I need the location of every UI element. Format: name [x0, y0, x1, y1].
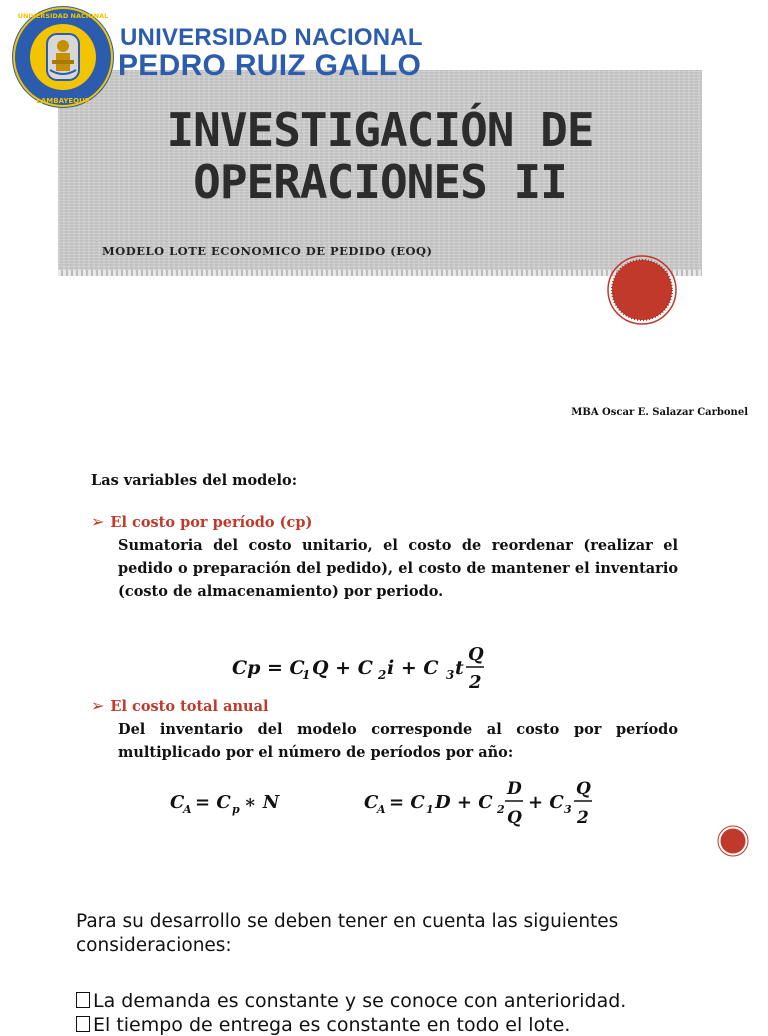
list-item [76, 990, 626, 1012]
university-name-line1: UNIVERSIDAD NACIONAL [120, 24, 423, 51]
svg-text:2: 2 [497, 803, 505, 816]
title-line1: INVESTIGACIÓN DE [166, 103, 594, 157]
svg-text:3: 3 [446, 668, 455, 682]
svg-text:Cp = C: Cp = C [232, 657, 305, 679]
svg-text:2: 2 [469, 672, 482, 692]
formula-annual-cost-full [364, 774, 624, 830]
svg-text:D: D [507, 779, 522, 799]
svg-text:D + C: D + C [435, 792, 493, 813]
list-item-text: El tiempo de entrega es constante en todo el lote. [93, 1014, 571, 1036]
title-line2: OPERACIONES II [193, 155, 567, 209]
svg-text:1: 1 [302, 668, 311, 682]
decorative-circle-icon [717, 825, 749, 857]
title-slide [0, 0, 768, 430]
checkbox-icon [76, 992, 90, 1008]
decorative-circle-icon [606, 254, 678, 326]
checkbox-icon [76, 1016, 90, 1032]
item-description: Sumatoria del costo unitario, el costo de reordenar (realizar el pedido o preparación del pedido), el costo de mantener el inventario (costo de almacenamiento) por periodo. [118, 537, 678, 600]
intro-paragraph: Para su desarrollo se deben tener en cuenta las siguientes consideraciones: [76, 911, 619, 956]
svg-text:C: C [170, 792, 185, 813]
arrow-right-icon: ➢ [91, 512, 105, 531]
university-logo-icon [10, 4, 116, 110]
arrow-right-icon: ➢ [91, 696, 105, 715]
author-credit: MBA Oscar E. Salazar Carbonel [571, 407, 748, 418]
item-title: El costo por período (cp) [110, 514, 313, 531]
list-item-text: La demanda es constante y se conoce con anterioridad. [93, 990, 627, 1012]
svg-text:1: 1 [426, 803, 434, 816]
list-item [76, 1014, 570, 1036]
bullet-item-total-annual-cost [91, 696, 269, 715]
svg-text:Q: Q [507, 808, 522, 828]
slide-subtitle: MODELO LOTE ECONOMICO DE PEDIDO (EOQ) [102, 244, 433, 258]
svg-text:2: 2 [577, 808, 589, 828]
model-variables-slide [0, 440, 768, 880]
svg-text:= C: = C [195, 792, 231, 813]
svg-text:Q: Q [468, 644, 484, 665]
svg-text:Q: Q [576, 779, 591, 799]
section-heading: Las variables del modelo: [91, 472, 298, 489]
svg-text:= C: = C [389, 792, 425, 813]
svg-text:i + C: i + C [387, 657, 439, 679]
svg-text:Q + C: Q + C [312, 657, 373, 679]
bullet-item-cost-per-period [91, 512, 312, 531]
svg-text:LAMBAYEQUE: LAMBAYEQUE [36, 97, 90, 105]
svg-text:2: 2 [378, 668, 387, 682]
formula-cost-per-period [232, 640, 532, 692]
svg-text:A: A [377, 803, 386, 816]
university-name-line2: PEDRO RUIZ GALLO [118, 49, 422, 82]
slide-title [100, 104, 660, 208]
item-title: El costo total anual [110, 698, 269, 715]
svg-text:UNIVERSIDAD NACIONAL: UNIVERSIDAD NACIONAL [17, 12, 109, 20]
svg-text:p: p [232, 803, 240, 816]
svg-text:+ C: + C [528, 792, 564, 813]
svg-text:3: 3 [564, 803, 572, 816]
svg-text:t: t [455, 657, 464, 679]
formula-annual-cost-short [170, 780, 320, 820]
considerations-slide [0, 892, 768, 1036]
svg-text:A: A [183, 803, 192, 816]
svg-text:C: C [364, 792, 379, 813]
item-description: Del inventario del modelo corresponde al costo por período multiplicado por el número de períodos por año: [118, 721, 678, 761]
svg-text:∗ N: ∗ N [244, 792, 280, 813]
